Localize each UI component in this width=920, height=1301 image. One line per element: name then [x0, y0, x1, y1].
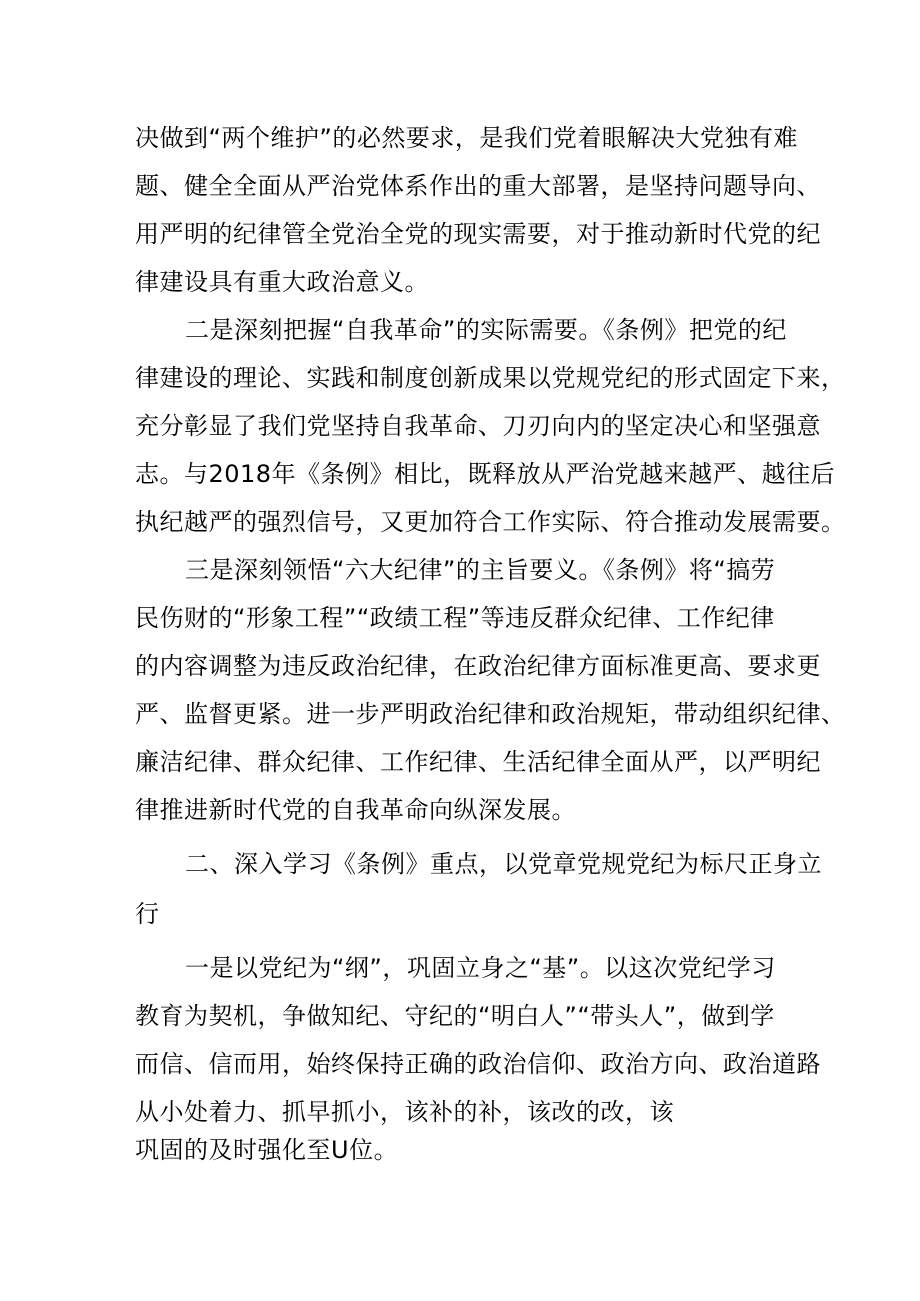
text-line: 充分彰显了我们党坚持自我革命、刀刃向内的坚定决心和坚强意	[135, 412, 821, 440]
text-line: 严、监督更紧。进一步严明政治纪律和政治规矩，带动组织纪律、	[135, 700, 846, 728]
text-line: 律推进新时代党的自我革命向纵深发展。	[135, 796, 576, 824]
text-line: 用严明的纪律管全党治全党的现实需要，对于推动新时代党的纪	[135, 220, 821, 248]
text-line: 教育为契机，争做知纪、守纪的“明白人”“带头人”，做到学	[135, 1002, 775, 1030]
text-line: 题、健全全面从严治党体系作出的重大部署，是坚持问题导向、	[135, 172, 821, 200]
text-line: 巩固的及时强化至U位。	[135, 1136, 399, 1164]
text-line: 志。与2018年《条例》相比，既释放从严治党越来越严、越往后	[135, 460, 836, 488]
text-line: 律建设具有重大政治意义。	[135, 268, 429, 296]
paragraph-start-line: 三是深刻领悟“六大纪律”的主旨要义。《条例》将“搞劳	[185, 556, 776, 584]
text-line: 的内容调整为违反政治纪律，在政治纪律方面标准更高、要求更	[135, 652, 821, 680]
text-line: 从小处着力、抓早抓小，该补的补，该改的改，该	[135, 1098, 674, 1126]
text-line: 廉洁纪律、群众纪律、工作纪律、生活纪律全面从严，以严明纪	[135, 748, 821, 776]
paragraph-start-line: 一是以党纪为“纲”，巩固立身之“基”。以这次党纪学习	[185, 954, 776, 982]
text-line: 决做到“两个维护”的必然要求，是我们党着眼解决大党独有难	[135, 124, 798, 152]
text-line: 民伤财的“形象工程”“政绩工程”等违反群众纪律、工作纪律	[135, 604, 775, 632]
section-heading-line: 二、深入学习《条例》重点，以党章党规党纪为标尺正身立	[185, 850, 822, 878]
section-heading-line: 行	[135, 900, 160, 928]
text-line: 执纪越严的强烈信号，又更加符合工作实际、符合推动发展需要。	[135, 508, 846, 536]
paragraph-start-line: 二是深刻把握“自我革命”的实际需要。《条例》把党的纪	[185, 316, 787, 344]
text-line: 律建设的理论、实践和制度创新成果以党规党纪的形式固定下来，	[135, 364, 846, 392]
text-line: 而信、信而用，始终保持正确的政治信仰、政治方向、政治道路	[135, 1050, 821, 1078]
